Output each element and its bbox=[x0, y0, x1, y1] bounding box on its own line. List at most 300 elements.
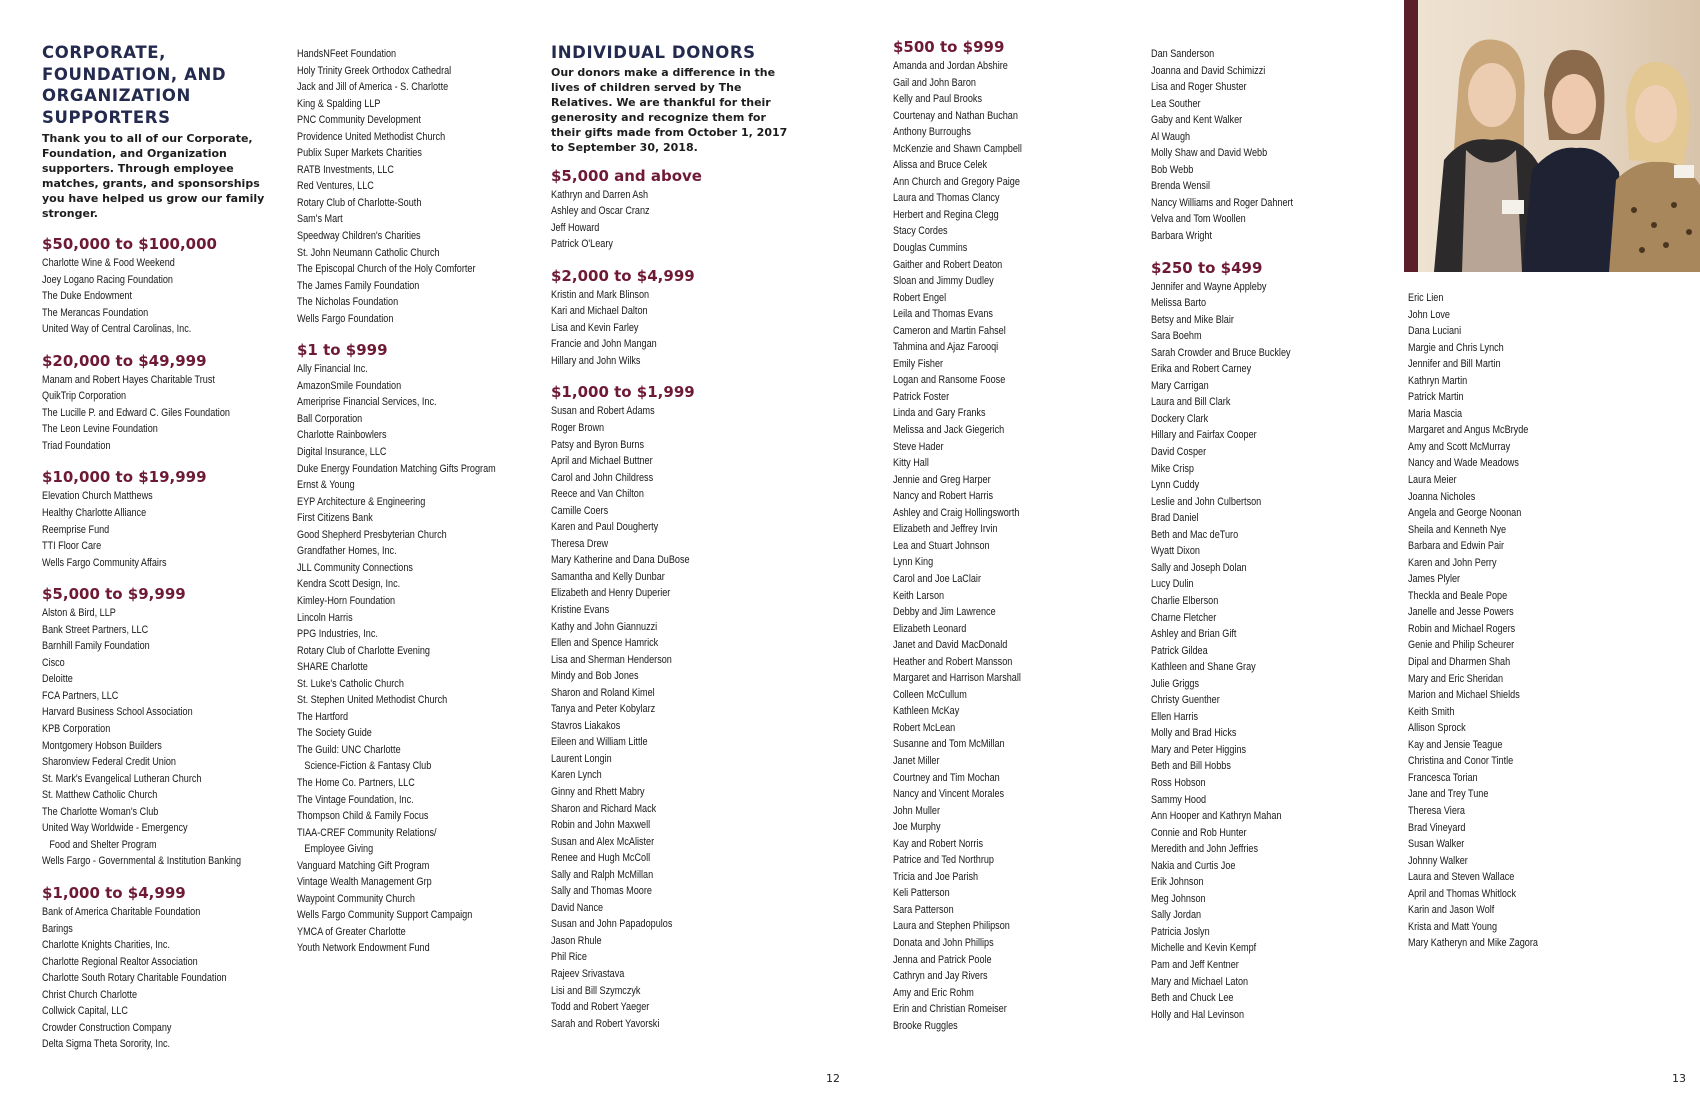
donor-name: Duke Energy Foundation Matching Gifts Program bbox=[297, 462, 496, 475]
donor-name: Connie and Rob Hunter bbox=[1151, 826, 1247, 839]
donor-name: Erin and Christian Romeiser bbox=[893, 1003, 1007, 1016]
donor-name: Stavros Liakakos bbox=[551, 719, 621, 732]
donor-name: Erik Johnson bbox=[1151, 876, 1204, 889]
corporate-continued-list bbox=[297, 46, 494, 327]
donor-name: Jason Rhule bbox=[551, 934, 602, 947]
donor-name: Alston & Bird, LLP bbox=[42, 607, 116, 620]
donor-name: Gail and John Baron bbox=[893, 76, 976, 89]
donor-name: John Muller bbox=[893, 804, 941, 817]
donor-name: Kathy and John Giannuzzi bbox=[551, 620, 658, 633]
donor-name: Elizabeth Leonard bbox=[893, 622, 967, 635]
donor-name: Deloitte bbox=[42, 673, 73, 686]
donor-name: Kari and Michael Dalton bbox=[551, 305, 648, 318]
donor-name: Ally Financial Inc. bbox=[297, 363, 368, 376]
donor-name: Susan and Alex McAlister bbox=[551, 835, 655, 848]
donor-name: Grandfather Homes, Inc. bbox=[297, 545, 397, 558]
donor-name: Tahmina and Ajaz Farooqi bbox=[893, 341, 999, 354]
tier-heading: $10,000 to $19,999 bbox=[42, 468, 207, 487]
donor-name: Margie and Chris Lynch bbox=[1408, 341, 1504, 354]
donor-name: Rotary Club of Charlotte Evening bbox=[297, 644, 430, 657]
donor-name: Rotary Club of Charlotte-South bbox=[297, 196, 422, 209]
donor-name: Wells Fargo Foundation bbox=[297, 312, 394, 325]
donor-name: Charlotte Wine & Food Weekend bbox=[42, 257, 175, 269]
corporate-column-1 bbox=[42, 42, 272, 1053]
donor-name: John Love bbox=[1408, 308, 1450, 321]
donor-name: Roger Brown bbox=[551, 421, 605, 434]
donor-name: Harvard Business School Association bbox=[42, 706, 193, 719]
donor-name: Ashley and Oscar Cranz bbox=[551, 205, 650, 218]
donor-name: Food and Shelter Program bbox=[49, 838, 157, 851]
donor-name: Susan and John Papadopulos bbox=[551, 918, 673, 931]
individual-column-4 bbox=[1408, 290, 1648, 952]
donor-name: Ball Corporation bbox=[297, 412, 363, 425]
donor-name: RATB Investments, LLC bbox=[297, 163, 394, 176]
donor-name: Good Shepherd Presbyterian Church bbox=[297, 528, 447, 541]
tier-heading: $5,000 and above bbox=[551, 166, 702, 185]
donor-name: Healthy Charlotte Alliance bbox=[42, 507, 147, 520]
donor-name: Francie and John Mangan bbox=[551, 338, 657, 351]
donor-name: Ashley and Brian Gift bbox=[1151, 628, 1237, 641]
donor-name: Publix Super Markets Charities bbox=[297, 147, 422, 160]
donor-name: Marion and Michael Shields bbox=[1408, 689, 1520, 702]
donor-name: Vanguard Matching Gift Program bbox=[297, 859, 430, 872]
donor-name: Gaby and Kent Walker bbox=[1151, 114, 1243, 127]
donor-name: Ginny and Rhett Mabry bbox=[551, 786, 645, 798]
donor-name: Ann Hooper and Kathryn Mahan bbox=[1151, 810, 1282, 823]
donor-name: Beth and Mac deTuro bbox=[1151, 528, 1239, 541]
donor-name: The Duke Endowment bbox=[42, 290, 133, 303]
donor-name: Kathryn Martin bbox=[1408, 374, 1468, 387]
donor-name: Beth and Chuck Lee bbox=[1151, 992, 1234, 1005]
donor-name: Mary and Michael Laton bbox=[1151, 975, 1249, 988]
donor-name: FCA Partners, LLC bbox=[42, 689, 119, 702]
donor-name: Dan Sanderson bbox=[1151, 48, 1215, 60]
donor-name: Meg Johnson bbox=[1151, 892, 1206, 905]
tier-heading: $1 to $999 bbox=[297, 341, 388, 360]
donor-name: Crowder Construction Company bbox=[42, 1021, 172, 1034]
donor-name: Melissa and Jack Giegerich bbox=[893, 424, 1005, 437]
donor-name: Lisa and Sherman Henderson bbox=[551, 653, 672, 666]
donor-name: Lisa and Kevin Farley bbox=[551, 321, 639, 334]
tier-name-list bbox=[42, 904, 231, 1053]
donor-name: Holy Trinity Greek Orthodox Cathedral bbox=[297, 64, 452, 77]
donor-name: Laura and Stephen Philipson bbox=[893, 920, 1010, 933]
donor-name: Sally and Ralph McMillan bbox=[551, 868, 654, 881]
donor-name: Lisi and Bill Szymczyk bbox=[551, 984, 641, 997]
donor-name: Amy and Scott McMurray bbox=[1408, 440, 1511, 453]
donor-name: Douglas Cummins bbox=[893, 242, 968, 255]
donor-name: Youth Network Endowment Fund bbox=[297, 942, 430, 955]
donor-name: Lea and Stuart Johnson bbox=[893, 539, 990, 552]
donor-name: Eileen and William Little bbox=[551, 736, 648, 749]
donor-name: Brenda Wensil bbox=[1151, 180, 1211, 193]
donor-name: The Lucille P. and Edward C. Giles Foundation bbox=[42, 406, 230, 419]
donor-name: St. Matthew Catholic Church bbox=[42, 789, 158, 802]
donor-name: Rajeev Srivastava bbox=[551, 968, 625, 981]
donor-name: The Society Guide bbox=[297, 727, 372, 740]
donor-name: Lisa and Roger Shuster bbox=[1151, 81, 1247, 94]
donor-name: Mary Katherine and Dana DuBose bbox=[551, 554, 690, 567]
donor-name: Bob Webb bbox=[1151, 163, 1194, 176]
donor-name: Hillary and John Wilks bbox=[551, 354, 641, 367]
donor-name: Debby and Jim Lawrence bbox=[893, 606, 996, 619]
donor-name: Sally and Thomas Moore bbox=[551, 885, 652, 898]
donor-name: Cathryn and Jay Rivers bbox=[893, 970, 988, 983]
donor-name: Ernst & Young bbox=[297, 479, 355, 492]
donor-name: April and Michael Buttner bbox=[551, 455, 653, 468]
donor-name: Patsy and Byron Burns bbox=[551, 438, 645, 451]
donor-name: Karen and John Perry bbox=[1408, 556, 1497, 569]
donor-name: Barbara Wright bbox=[1151, 230, 1213, 243]
donor-name: Allison Sprock bbox=[1408, 722, 1466, 735]
donor-name: Karen Lynch bbox=[551, 769, 602, 782]
donor-name: Laurent Longin bbox=[551, 752, 612, 765]
donor-name: Heather and Robert Mansson bbox=[893, 655, 1013, 668]
donor-name: St. John Neumann Catholic Church bbox=[297, 246, 440, 259]
donor-name: PNC Community Development bbox=[297, 114, 421, 127]
donor-name: Nakia and Curtis Joe bbox=[1151, 859, 1236, 872]
donor-name: Charlotte Knights Charities, Inc. bbox=[42, 939, 170, 952]
donor-name: Dipal and Dharmen Shah bbox=[1408, 656, 1511, 669]
donor-name: Mary and Eric Sheridan bbox=[1408, 672, 1504, 685]
donor-name: Amanda and Jordan Abshire bbox=[893, 60, 1008, 72]
individual-column-3 bbox=[1151, 46, 1381, 1023]
donor-name: Sheila and Kenneth Nye bbox=[1408, 523, 1507, 536]
corporate-title: CORPORATE, FOUNDATION, AND ORGANIZATION SUPPORTERS bbox=[42, 43, 227, 127]
donor-name: Speedway Children's Charities bbox=[297, 230, 421, 243]
donor-name: Delta Sigma Theta Sorority, Inc. bbox=[42, 1038, 171, 1051]
donor-name: Leila and Thomas Evans bbox=[893, 308, 993, 321]
donor-name: Al Waugh bbox=[1151, 130, 1191, 143]
donor-name: Mary Carrigan bbox=[1151, 379, 1209, 392]
donor-name: The Nicholas Foundation bbox=[297, 296, 399, 309]
donor-name: Lea Souther bbox=[1151, 97, 1201, 110]
donor-name: Kelly and Paul Brooks bbox=[893, 93, 983, 106]
donor-name: Susanne and Tom McMillan bbox=[893, 738, 1005, 751]
donor-name: Theckla and Beale Pope bbox=[1408, 589, 1508, 602]
donor-name: Manam and Robert Hayes Charitable Trust bbox=[42, 373, 215, 386]
donor-name: Ashley and Craig Hollingsworth bbox=[893, 506, 1020, 519]
donor-name: Science-Fiction & Fantasy Club bbox=[304, 760, 432, 773]
donor-name: Francesca Torian bbox=[1408, 771, 1478, 784]
donor-name: Ameriprise Financial Services, Inc. bbox=[297, 396, 437, 409]
donor-name: King & Spalding LLP bbox=[297, 97, 381, 110]
donor-name: Karen and Paul Dougherty bbox=[551, 521, 659, 534]
donor-name: Meredith and John Jeffries bbox=[1151, 843, 1259, 856]
donor-name: Sharon and Richard Mack bbox=[551, 802, 657, 815]
donor-name: Sally Jordan bbox=[1151, 909, 1202, 922]
donor-name: Camille Coers bbox=[551, 504, 609, 517]
donor-name: Kathryn and Darren Ash bbox=[551, 188, 649, 201]
donor-name: Todd and Robert Yaeger bbox=[551, 1001, 650, 1014]
donor-name: Charlotte Regional Realtor Association bbox=[42, 955, 198, 968]
donor-name: Red Ventures, LLC bbox=[297, 180, 374, 193]
donor-name: Christina and Conor Tintle bbox=[1408, 755, 1514, 768]
donor-name: The Leon Levine Foundation bbox=[42, 423, 158, 436]
donor-name: Kay and Robert Norris bbox=[893, 837, 984, 850]
donor-name: United Way Worldwide - Emergency bbox=[42, 822, 188, 835]
donor-name: Jennifer and Wayne Appleby bbox=[1151, 280, 1267, 293]
individual-column-2 bbox=[893, 30, 1123, 1034]
donor-name: Beth and Bill Hobbs bbox=[1151, 760, 1231, 773]
donor-name: Sharonview Federal Credit Union bbox=[42, 756, 176, 769]
donor-name: St. Mark's Evangelical Lutheran Church bbox=[42, 772, 202, 785]
donor-name: Patrick O'Leary bbox=[551, 238, 613, 251]
donor-name: Sharon and Roland Kimel bbox=[551, 686, 655, 699]
donor-name: Kay and Jensie Teague bbox=[1408, 738, 1503, 751]
donor-name: Kimley-Horn Foundation bbox=[297, 594, 396, 607]
donor-name: Courtenay and Nathan Buchan bbox=[893, 109, 1018, 122]
tier-250-499-list bbox=[1151, 279, 1340, 1024]
donor-name: Keith Smith bbox=[1408, 705, 1455, 718]
donor-name: Elevation Church Matthews bbox=[42, 490, 153, 503]
donor-name: Bank Street Partners, LLC bbox=[42, 623, 149, 636]
individual-tiers-b bbox=[893, 38, 1123, 1034]
corporate-tiers bbox=[42, 235, 272, 1053]
tier-name-list bbox=[42, 605, 242, 870]
donor-name: Tricia and Joe Parish bbox=[893, 870, 979, 883]
donor-name: Susan Walker bbox=[1408, 838, 1465, 851]
donor-name: Hillary and Fairfax Cooper bbox=[1151, 429, 1257, 442]
donor-name: Barbara and Edwin Pair bbox=[1408, 540, 1505, 553]
donor-name: AmazonSmile Foundation bbox=[297, 379, 402, 392]
donor-name: Krista and Matt Young bbox=[1408, 920, 1498, 933]
donor-name: JLL Community Connections bbox=[297, 561, 413, 574]
donor-name: Barnhill Family Foundation bbox=[42, 640, 150, 653]
donor-name: Anthony Burroughs bbox=[893, 126, 971, 139]
donor-name: Linda and Gary Franks bbox=[893, 407, 986, 420]
tier-name-list bbox=[551, 287, 752, 370]
donor-name: Ellen and Spence Hamrick bbox=[551, 637, 659, 650]
tier-250-continued-list bbox=[1408, 290, 1605, 952]
tier-1-999-list bbox=[297, 361, 494, 957]
donor-name: Joe Murphy bbox=[893, 821, 941, 834]
donor-name: David Nance bbox=[551, 901, 604, 914]
donor-name: Jenna and Patrick Poole bbox=[893, 953, 992, 966]
donor-name: Lynn King bbox=[893, 556, 934, 569]
tier-500-continued-list bbox=[1151, 46, 1340, 245]
donor-name: Laura Meier bbox=[1408, 474, 1457, 487]
donor-name: Kristin and Mark Blinson bbox=[551, 288, 650, 301]
donor-name: Margaret and Harrison Marshall bbox=[893, 672, 1021, 685]
donor-name: Janelle and Jesse Powers bbox=[1408, 606, 1514, 619]
donor-name: Jane and Trey Tune bbox=[1408, 788, 1489, 801]
donor-name: Collwick Capital, LLC bbox=[42, 1005, 128, 1018]
donor-name: Samantha and Kelly Dunbar bbox=[551, 570, 665, 583]
individual-title: INDIVIDUAL DONORS bbox=[551, 43, 756, 62]
donor-name: Reemprise Fund bbox=[42, 523, 110, 536]
donor-name: Sally and Joseph Dolan bbox=[1151, 561, 1247, 574]
donor-name: Amy and Eric Rohm bbox=[893, 986, 974, 999]
donor-name: Laura and Bill Clark bbox=[1151, 396, 1231, 409]
donor-name: Janet and David MacDonald bbox=[893, 639, 1008, 652]
donor-name: St. Stephen United Methodist Church bbox=[297, 694, 448, 707]
donor-name: Employee Giving bbox=[304, 843, 374, 856]
donor-name: April and Thomas Whitlock bbox=[1408, 887, 1517, 900]
donor-name: Carol and John Childress bbox=[551, 471, 654, 484]
donor-name: Sara Boehm bbox=[1151, 330, 1202, 343]
donor-name: Robert McLean bbox=[893, 721, 956, 734]
donor-name: Providence United Methodist Church bbox=[297, 130, 446, 143]
tier-heading: $1,000 to $4,999 bbox=[42, 883, 186, 902]
donor-name: Michelle and Kevin Kempf bbox=[1151, 942, 1257, 955]
tier-heading: $250 to $499 bbox=[1151, 258, 1263, 277]
donor-name: Joanna and David Schimizzi bbox=[1151, 64, 1266, 77]
donor-name: SHARE Charlotte bbox=[297, 661, 368, 674]
donor-photo bbox=[1404, 0, 1700, 272]
donor-name: Waypoint Community Church bbox=[297, 892, 415, 905]
donor-name: Lincoln Harris bbox=[297, 611, 353, 624]
donor-name: Ellen Harris bbox=[1151, 710, 1199, 723]
tier-heading: $50,000 to $100,000 bbox=[42, 235, 217, 253]
donor-name: Donata and John Phillips bbox=[893, 936, 994, 949]
donor-name: Mindy and Bob Jones bbox=[551, 670, 639, 683]
donor-name: Nancy and Robert Harris bbox=[893, 490, 994, 503]
donor-name: Reece and Van Chilton bbox=[551, 488, 644, 501]
tier-name-list bbox=[42, 488, 231, 571]
corporate-column-2 bbox=[297, 46, 537, 957]
donor-name: HandsNFeet Foundation bbox=[297, 48, 397, 60]
tier-heading: $20,000 to $49,999 bbox=[42, 351, 207, 370]
donor-name: Charlie Elberson bbox=[1151, 594, 1219, 607]
donor-name: Angela and George Noonan bbox=[1408, 507, 1522, 520]
donor-name: Kitty Hall bbox=[893, 457, 929, 470]
donor-name: The Charlotte Woman's Club bbox=[42, 805, 159, 818]
donor-name: Triad Foundation bbox=[42, 439, 111, 452]
donor-name: Pam and Jeff Kentner bbox=[1151, 958, 1239, 971]
donor-name: Elizabeth and Henry Duperier bbox=[551, 587, 671, 600]
page-number-left: 12 bbox=[826, 1072, 840, 1085]
donor-name: The Merancas Foundation bbox=[42, 306, 149, 319]
donor-name: Brad Daniel bbox=[1151, 512, 1199, 525]
corporate-intro: Thank you to all of our Corporate, Foundation, and Organization supporters. Through employee matches, grants, and sponsorships you have helped us grow our family stronger. bbox=[42, 132, 265, 220]
tier-heading: $5,000 to $9,999 bbox=[42, 585, 186, 604]
donor-name: Joanna Nicholes bbox=[1408, 490, 1476, 503]
tier-heading: $500 to $999 bbox=[893, 38, 1005, 56]
donor-name: Robert Engel bbox=[893, 291, 947, 304]
individual-column-1 bbox=[551, 42, 796, 1032]
donor-name: Barings bbox=[42, 922, 73, 935]
donor-name: Nancy Williams and Roger Dahnert bbox=[1151, 196, 1294, 209]
donor-name: Cisco bbox=[42, 656, 65, 669]
donor-name: YMCA of Greater Charlotte bbox=[297, 925, 406, 938]
donor-name: Montgomery Hobson Builders bbox=[42, 739, 162, 752]
tier-name-list bbox=[893, 58, 1082, 1034]
donor-name: Leslie and John Culbertson bbox=[1151, 495, 1262, 508]
donor-name: Elizabeth and Jeffrey Irvin bbox=[893, 523, 998, 536]
donor-name: Theresa Drew bbox=[551, 537, 609, 550]
donor-name: Kendra Scott Design, Inc. bbox=[297, 578, 401, 591]
donor-name: Patricia Joslyn bbox=[1151, 925, 1210, 938]
donor-name: Janet Miller bbox=[893, 754, 940, 767]
donor-name: Christy Guenther bbox=[1151, 694, 1220, 707]
donor-name: Sara Patterson bbox=[893, 903, 954, 916]
donor-name: The Episcopal Church of the Holy Comforter bbox=[297, 263, 476, 276]
donor-name: The James Family Foundation bbox=[297, 279, 420, 292]
donor-name: Sarah Crowder and Bruce Buckley bbox=[1151, 346, 1291, 359]
donor-name: The Home Co. Partners, LLC bbox=[297, 776, 415, 789]
tier-name-list bbox=[42, 255, 231, 338]
donor-name: Dana Luciani bbox=[1408, 325, 1462, 338]
donor-name: Brad Vineyard bbox=[1408, 821, 1466, 834]
donor-name: Robin and Michael Rogers bbox=[1408, 622, 1516, 635]
donor-name: Theresa Viera bbox=[1408, 804, 1465, 817]
donor-name: Keith Larson bbox=[893, 589, 945, 602]
tier-heading: $2,000 to $4,999 bbox=[551, 266, 695, 285]
donor-name: Digital Insurance, LLC bbox=[297, 446, 387, 459]
donor-name: Laura and Thomas Clancy bbox=[893, 192, 1000, 205]
donor-name: Courtney and Tim Mochan bbox=[893, 771, 1000, 784]
donor-name: Patrick Foster bbox=[893, 390, 950, 403]
donor-name: Sammy Hood bbox=[1151, 793, 1207, 806]
donor-name: Susan and Robert Adams bbox=[551, 405, 655, 418]
donor-name: James Plyler bbox=[1408, 573, 1461, 586]
donor-name: Sam's Mart bbox=[297, 213, 343, 226]
donor-name: TTI Floor Care bbox=[42, 540, 102, 553]
donor-name: Mike Crisp bbox=[1151, 462, 1194, 475]
donor-name: TIAA-CREF Community Relations/ bbox=[297, 826, 437, 839]
donor-name: Vintage Wealth Management Grp bbox=[297, 876, 432, 889]
donor-name: The Vintage Foundation, Inc. bbox=[297, 793, 414, 806]
donor-name: Keli Patterson bbox=[893, 887, 950, 900]
donor-name: Laura and Steven Wallace bbox=[1408, 871, 1515, 884]
donor-name: Genie and Philip Scheurer bbox=[1408, 639, 1515, 652]
donor-name: Charlotte Rainbowlers bbox=[297, 429, 387, 442]
donor-name: Melissa Barto bbox=[1151, 297, 1207, 310]
donor-name: The Hartford bbox=[297, 710, 349, 723]
donor-name: Jack and Jill of America - S. Charlotte bbox=[297, 81, 449, 94]
donor-name: Phil Rice bbox=[551, 951, 587, 964]
donor-name: The Guild: UNC Charlotte bbox=[297, 743, 401, 756]
donor-name: Bank of America Charitable Foundation bbox=[42, 905, 201, 918]
donor-name: Stacy Cordes bbox=[893, 225, 948, 238]
donor-name: Molly and Brad Hicks bbox=[1151, 727, 1237, 740]
donor-name: Julie Griggs bbox=[1151, 677, 1200, 690]
donor-name: QuikTrip Corporation bbox=[42, 390, 127, 403]
donor-name: Johnny Walker bbox=[1408, 854, 1468, 867]
donor-name: Herbert and Regina Clegg bbox=[893, 208, 999, 221]
donor-name: Jennifer and Bill Martin bbox=[1408, 358, 1501, 371]
donor-name: Gaither and Robert Deaton bbox=[893, 258, 1003, 271]
donor-name: Eric Lien bbox=[1408, 292, 1444, 304]
donor-name: Lynn Cuddy bbox=[1151, 479, 1200, 492]
donor-name: Mary Katheryn and Mike Zagora bbox=[1408, 937, 1538, 950]
donor-name: Erika and Robert Carney bbox=[1151, 363, 1252, 376]
donor-name: Jeff Howard bbox=[551, 221, 600, 234]
donor-name: Margaret and Angus McBryde bbox=[1408, 424, 1529, 437]
donor-name: Holly and Hal Levinson bbox=[1151, 1008, 1245, 1021]
donor-name: Colleen McCullum bbox=[893, 688, 967, 701]
donor-name: Nancy and Wade Meadows bbox=[1408, 457, 1519, 470]
donor-name: Robin and John Maxwell bbox=[551, 819, 651, 832]
page-number-right: 13 bbox=[1672, 1072, 1686, 1085]
donor-name: David Cosper bbox=[1151, 446, 1207, 459]
donor-name: Kathleen and Shane Gray bbox=[1151, 661, 1256, 674]
donor-name: Patrick Gildea bbox=[1151, 644, 1208, 657]
donor-name: Maria Mascia bbox=[1408, 407, 1463, 420]
donor-name: EYP Architecture & Engineering bbox=[297, 495, 426, 508]
donor-name: Renee and Hugh McColl bbox=[551, 852, 651, 865]
donor-name: Dockery Clark bbox=[1151, 412, 1209, 425]
donor-name: Steve Hader bbox=[893, 440, 944, 453]
donor-name: Tanya and Peter Kobylarz bbox=[551, 703, 656, 716]
donor-name: Emily Fisher bbox=[893, 357, 944, 370]
donor-name: Ann Church and Gregory Paige bbox=[893, 175, 1020, 188]
donor-name: Carol and Joe LaClair bbox=[893, 572, 981, 585]
donor-name: Alissa and Bruce Celek bbox=[893, 159, 988, 172]
donor-name: Wells Fargo Community Affairs bbox=[42, 556, 167, 569]
donor-name: Charlotte South Rotary Charitable Foundation bbox=[42, 972, 227, 985]
